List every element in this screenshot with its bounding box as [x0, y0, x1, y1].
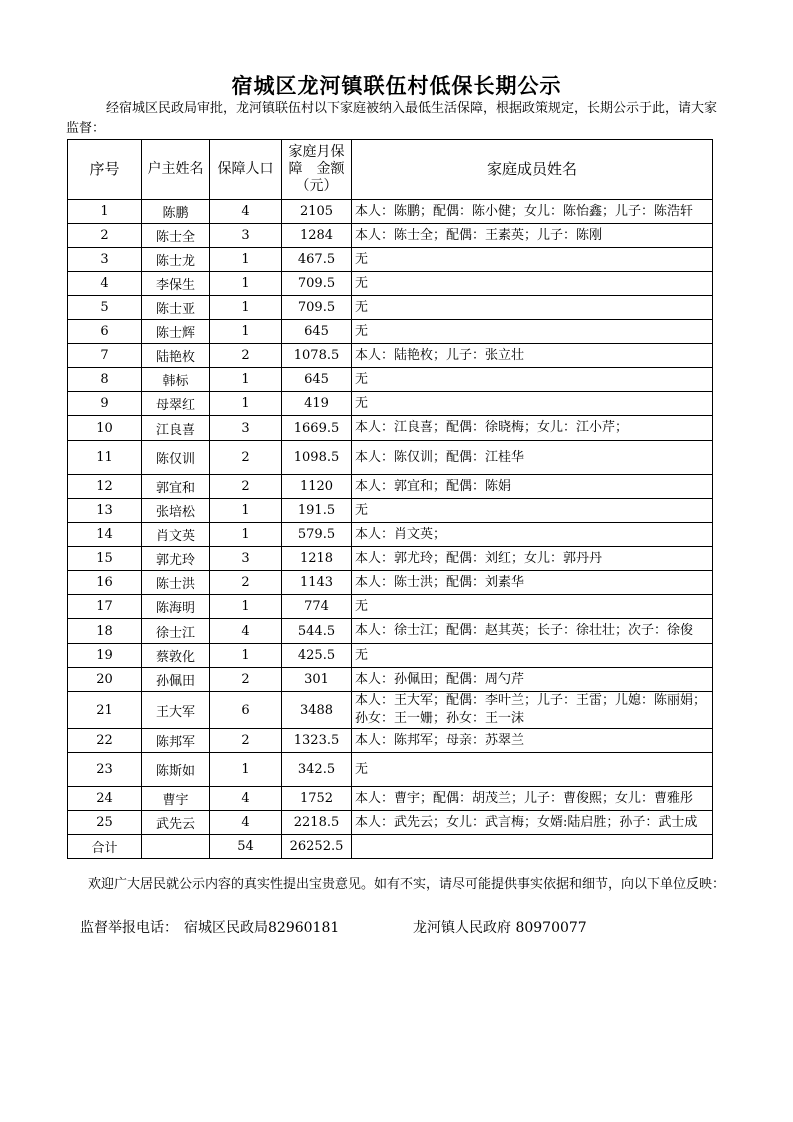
covered-persons: 1 [210, 296, 282, 320]
total-row [68, 835, 713, 859]
monthly-amount: 342.5 [282, 753, 352, 787]
covered-persons: 2 [210, 344, 282, 368]
page-title: 宿城区龙河镇联伍村低保长期公示 [231, 73, 562, 98]
family-members: 无 [352, 368, 713, 392]
household-head: 曹宇 [142, 787, 210, 811]
family-members: 本人：王大军；配偶：李叶兰；儿子：王雷；儿媳：陈丽娟；孙女：王一姗；孙女：王一沫 [352, 692, 713, 729]
household-head: 陈海明 [142, 595, 210, 619]
row-number: 24 [68, 787, 142, 811]
family-members: 无 [352, 320, 713, 344]
total-blank [142, 835, 210, 859]
table-row [68, 392, 713, 416]
contact-civil-affairs: 宿城区民政局82960181 [184, 920, 340, 936]
monthly-amount: 579.5 [282, 523, 352, 547]
monthly-amount: 191.5 [282, 499, 352, 523]
row-number: 19 [68, 644, 142, 668]
row-number: 15 [68, 547, 142, 571]
row-number: 11 [68, 441, 142, 475]
household-head: 陈士龙 [142, 248, 210, 272]
table-row [68, 523, 713, 547]
table-row [68, 787, 713, 811]
header-persons: 保障人口 [210, 140, 282, 200]
household-head: 蔡敦化 [142, 644, 210, 668]
household-head: 江良喜 [142, 416, 210, 441]
header-amount: 家庭月保障 金额（元） [282, 140, 352, 200]
household-head: 李保生 [142, 272, 210, 296]
family-members: 本人：陈邦军；母亲：苏翠兰 [352, 729, 713, 753]
contact-town-government: 龙河镇人民政府 80970077 [413, 920, 587, 936]
table-row [68, 368, 713, 392]
monthly-amount: 2218.5 [282, 811, 352, 835]
row-number: 1 [68, 200, 142, 224]
family-members: 本人：陈鹏；配偶：陈小健；女儿：陈怡鑫；儿子：陈浩轩 [352, 200, 713, 224]
intro-paragraph: 经宿城区民政局审批，龙河镇联伍村以下家庭被纳入最低生活保障，根据政策规定，长期公示于此，请大家监督： [66, 101, 718, 136]
family-members: 本人：陈仅训；配偶：江桂华 [352, 441, 713, 475]
household-head: 陈士亚 [142, 296, 210, 320]
monthly-amount: 1284 [282, 224, 352, 248]
table-row [68, 441, 713, 475]
household-head: 陈士全 [142, 224, 210, 248]
monthly-amount: 774 [282, 595, 352, 619]
family-members: 无 [352, 296, 713, 320]
monthly-amount: 709.5 [282, 272, 352, 296]
monthly-amount: 1669.5 [282, 416, 352, 441]
covered-persons: 3 [210, 416, 282, 441]
covered-persons: 1 [210, 248, 282, 272]
table-row [68, 200, 713, 224]
monthly-amount: 544.5 [282, 619, 352, 644]
family-members: 无 [352, 272, 713, 296]
covered-persons: 1 [210, 320, 282, 344]
row-number: 7 [68, 344, 142, 368]
monthly-amount: 645 [282, 368, 352, 392]
family-members: 本人：徐士江；配偶：赵其英；长子：徐壮壮；次子：徐俊 [352, 619, 713, 644]
covered-persons: 4 [210, 787, 282, 811]
household-head: 陈士洪 [142, 571, 210, 595]
family-members: 本人：郭宜和；配偶：陈娟 [352, 475, 713, 499]
row-number: 8 [68, 368, 142, 392]
feedback-note: 欢迎广大居民就公示内容的真实性提出宝贵意见。如有不实，请尽可能提供事实依据和细节，向以下单位反映： [88, 877, 726, 892]
household-head: 徐士江 [142, 619, 210, 644]
contact-label: 监督举报电话： [80, 920, 178, 936]
row-number: 21 [68, 692, 142, 729]
monthly-amount: 419 [282, 392, 352, 416]
monthly-amount: 1752 [282, 787, 352, 811]
total-amount: 26252.5 [282, 835, 352, 859]
household-head: 陈斯如 [142, 753, 210, 787]
household-head: 陆艳枚 [142, 344, 210, 368]
table-row [68, 344, 713, 368]
table-row [68, 224, 713, 248]
covered-persons: 1 [210, 644, 282, 668]
covered-persons: 2 [210, 475, 282, 499]
monthly-amount: 1098.5 [282, 441, 352, 475]
monthly-amount: 1218 [282, 547, 352, 571]
table-row [68, 753, 713, 787]
table-row [68, 296, 713, 320]
row-number: 23 [68, 753, 142, 787]
covered-persons: 1 [210, 595, 282, 619]
row-number: 12 [68, 475, 142, 499]
household-head: 郭尤玲 [142, 547, 210, 571]
household-head: 郭宜和 [142, 475, 210, 499]
table-row [68, 811, 713, 835]
family-members: 无 [352, 595, 713, 619]
row-number: 3 [68, 248, 142, 272]
household-head: 肖文英 [142, 523, 210, 547]
family-members: 无 [352, 499, 713, 523]
covered-persons: 1 [210, 368, 282, 392]
total-members [352, 835, 713, 859]
total-persons: 54 [210, 835, 282, 859]
household-head: 陈仅训 [142, 441, 210, 475]
monthly-amount: 3488 [282, 692, 352, 729]
contact-line-a [80, 917, 339, 937]
monthly-amount: 1323.5 [282, 729, 352, 753]
covered-persons: 4 [210, 200, 282, 224]
row-number: 22 [68, 729, 142, 753]
family-members: 无 [352, 753, 713, 787]
monthly-amount: 2105 [282, 200, 352, 224]
family-members: 本人：陈士洪；配偶：刘素华 [352, 571, 713, 595]
family-members: 本人：陈士全；配偶：王素英；儿子：陈刚 [352, 224, 713, 248]
household-head: 孙佩田 [142, 668, 210, 692]
monthly-amount: 709.5 [282, 296, 352, 320]
covered-persons: 2 [210, 571, 282, 595]
row-number: 17 [68, 595, 142, 619]
covered-persons: 2 [210, 668, 282, 692]
household-head: 王大军 [142, 692, 210, 729]
header-no: 序号 [68, 140, 142, 200]
table-row [68, 475, 713, 499]
monthly-amount: 425.5 [282, 644, 352, 668]
table-row [68, 668, 713, 692]
table-row [68, 692, 713, 729]
table-row [68, 595, 713, 619]
table-row [68, 416, 713, 441]
monthly-amount: 467.5 [282, 248, 352, 272]
table-row [68, 644, 713, 668]
row-number: 13 [68, 499, 142, 523]
table-row [68, 571, 713, 595]
row-number: 5 [68, 296, 142, 320]
covered-persons: 3 [210, 224, 282, 248]
covered-persons: 2 [210, 729, 282, 753]
table-row [68, 320, 713, 344]
family-members: 本人：郭尤玲；配偶：刘红；女儿：郭丹丹 [352, 547, 713, 571]
monthly-amount: 1078.5 [282, 344, 352, 368]
header-head-name: 户主姓名 [142, 140, 210, 200]
table-header-row [68, 140, 713, 200]
table-row [68, 619, 713, 644]
household-head: 张培松 [142, 499, 210, 523]
row-number: 14 [68, 523, 142, 547]
family-members: 本人：江良喜；配偶：徐晓梅；女儿：江小芹； [352, 416, 713, 441]
family-members: 本人：武先云；女儿：武言梅；女婿:陆启胜；孙子：武士成 [352, 811, 713, 835]
table-row [68, 729, 713, 753]
household-head: 陈士辉 [142, 320, 210, 344]
family-members: 本人：曹宇；配偶：胡茂兰；儿子：曹俊熙；女儿：曹雅彤 [352, 787, 713, 811]
household-head: 母翠红 [142, 392, 210, 416]
monthly-amount: 301 [282, 668, 352, 692]
monthly-amount: 1120 [282, 475, 352, 499]
table-row [68, 547, 713, 571]
row-number: 20 [68, 668, 142, 692]
family-members: 无 [352, 392, 713, 416]
row-number: 18 [68, 619, 142, 644]
covered-persons: 4 [210, 811, 282, 835]
family-members: 本人：肖文英； [352, 523, 713, 547]
row-number: 6 [68, 320, 142, 344]
covered-persons: 3 [210, 547, 282, 571]
covered-persons: 1 [210, 753, 282, 787]
covered-persons: 6 [210, 692, 282, 729]
household-head: 陈邦军 [142, 729, 210, 753]
family-members: 无 [352, 248, 713, 272]
row-number: 10 [68, 416, 142, 441]
table-row [68, 248, 713, 272]
row-number: 4 [68, 272, 142, 296]
table-row [68, 272, 713, 296]
family-members: 本人：孙佩田；配偶：周勺芹 [352, 668, 713, 692]
covered-persons: 1 [210, 499, 282, 523]
row-number: 2 [68, 224, 142, 248]
assistance-table [67, 139, 713, 859]
monthly-amount: 645 [282, 320, 352, 344]
covered-persons: 4 [210, 619, 282, 644]
household-head: 韩标 [142, 368, 210, 392]
covered-persons: 1 [210, 523, 282, 547]
household-head: 陈鹏 [142, 200, 210, 224]
row-number: 25 [68, 811, 142, 835]
covered-persons: 1 [210, 272, 282, 296]
covered-persons: 2 [210, 441, 282, 475]
header-members: 家庭成员姓名 [352, 140, 713, 200]
family-members: 本人：陆艳枚；儿子：张立壮 [352, 344, 713, 368]
household-head: 武先云 [142, 811, 210, 835]
table-row [68, 499, 713, 523]
monthly-amount: 1143 [282, 571, 352, 595]
total-label: 合计 [68, 835, 142, 859]
row-number: 16 [68, 571, 142, 595]
family-members: 无 [352, 644, 713, 668]
row-number: 9 [68, 392, 142, 416]
covered-persons: 1 [210, 392, 282, 416]
